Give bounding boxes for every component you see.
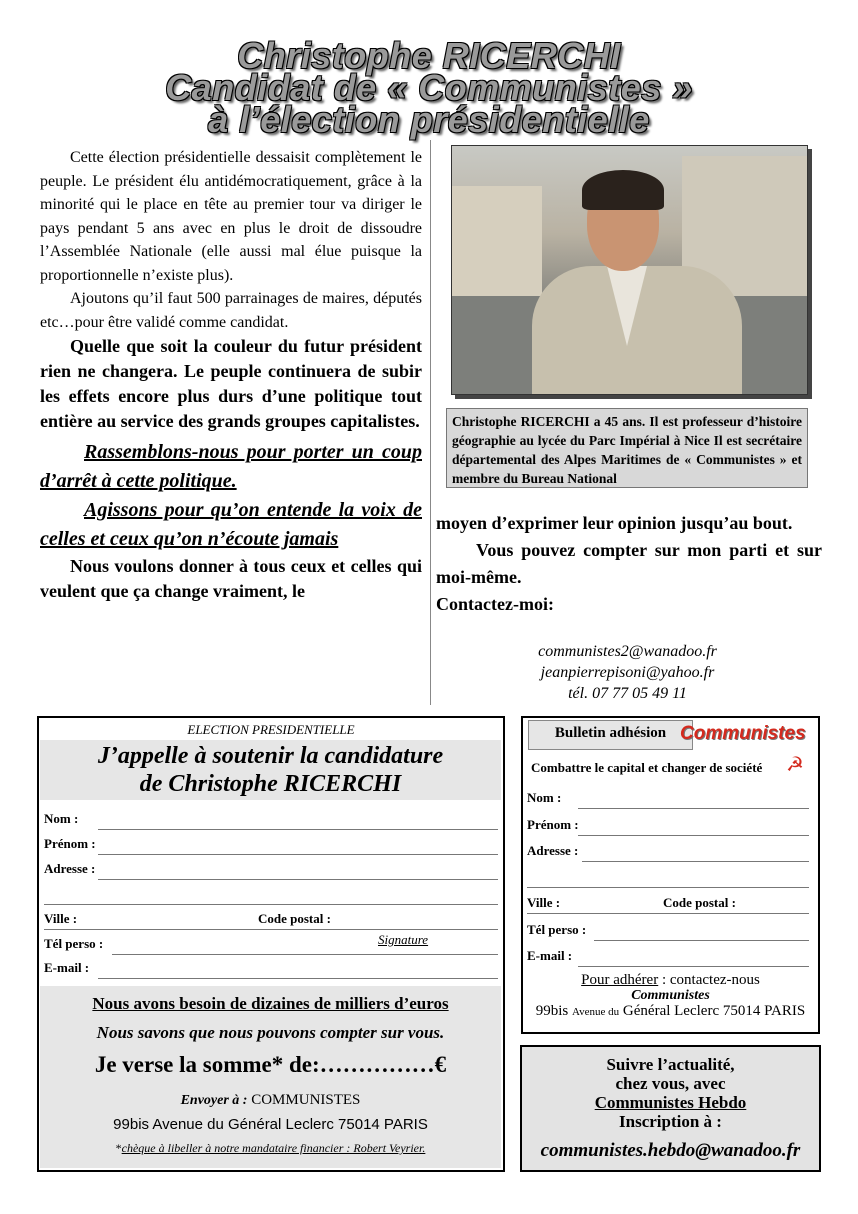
- support-prenom-label: Prénom :: [44, 836, 96, 851]
- column-divider: [430, 140, 431, 705]
- member-tel-field[interactable]: [594, 940, 809, 941]
- send-to-label: Envoyer à :: [180, 1093, 248, 1108]
- right-column-text: [436, 510, 822, 618]
- join-rest: : contactez-nous: [658, 972, 760, 988]
- member-prenom-label: Prénom :: [527, 817, 579, 832]
- support-nom-field[interactable]: [98, 829, 498, 830]
- news-line-3: Communistes Hebdo: [594, 1093, 747, 1112]
- member-adresse-label: Adresse :: [527, 843, 579, 858]
- news-text: [520, 1055, 821, 1131]
- donation-amount[interactable]: Je verse la somme* de:……………€: [94, 1052, 447, 1077]
- member-tel-label: Tél perso :: [527, 922, 587, 937]
- contact-email-1[interactable]: communistes2@wanadoo.fr: [538, 643, 717, 660]
- member-nom-field[interactable]: [578, 808, 809, 809]
- headline-line-2: Candidat de « Communistes »: [165, 67, 693, 108]
- give-voice-paragraph: Nous voulons donner à tous ceux et celles qui veulent que ça change vraiment, le: [40, 556, 422, 601]
- member-prenom-field[interactable]: [578, 835, 809, 836]
- member-nom-label: Nom :: [527, 790, 562, 805]
- nothing-changes-paragraph: Quelle que soit la couleur du futur président rien ne changera. Le peuple continuera de subir les effets encore plus durs d’une politique tout entière au service des grands groupes capitalistes.: [40, 336, 422, 431]
- member-ville-field[interactable]: [527, 913, 809, 914]
- donation-send-to: [40, 1092, 501, 1109]
- support-code-postal-label: Code postal :: [258, 911, 331, 926]
- support-adresse-field-2[interactable]: [44, 904, 498, 905]
- headline-line-3: à l’élection présidentielle: [208, 99, 650, 140]
- news-line-4: Inscription à :: [619, 1112, 722, 1131]
- news-line-2: chez vous, avec: [615, 1074, 726, 1093]
- contact-email-2[interactable]: jeanpierrepisoni@yahoo.fr: [540, 664, 715, 681]
- donation-address: 99bis Avenue du Général Leclerc 75014 PARIS: [113, 1116, 428, 1133]
- left-column: [40, 146, 422, 604]
- member-org-name: Communistes: [631, 988, 710, 1003]
- membership-title: Bulletin adhésion: [554, 725, 667, 741]
- member-code-postal-label: Code postal :: [663, 895, 736, 910]
- support-email-label: E-mail :: [44, 960, 90, 975]
- contact-phone: tél. 07 77 05 49 11: [568, 685, 687, 702]
- donation-need: Nous avons besoin de dizaines de milliers d’euros: [92, 994, 449, 1013]
- rally-paragraph: Rassemblons-nous pour porter un coup d’arrêt à cette politique.: [40, 441, 422, 492]
- intro-paragraph: Cette élection présidentielle dessaisit complètement le peuple. Le président élu antidémocratiquement, grâce à la minorité qui le place en tête au premier tour va diriger le pays pendant 5 ans avec en plus le droit de dissoudre l’Assemblée Nationale (elle aussi mal élue puisque la proportionnelle n’existe plus).: [40, 149, 422, 284]
- act-paragraph: Agissons pour qu’on entende la voix de celles et ceux qu’on n’écoute jamais: [40, 499, 422, 550]
- support-form-header: ELECTION PRESIDENTIELLE: [187, 722, 355, 737]
- headline-line-1: Christophe RICERCHI: [237, 35, 621, 76]
- news-line-1: Suivre l’actualité,: [606, 1055, 735, 1074]
- support-ville-field[interactable]: [44, 929, 498, 930]
- support-prenom-field[interactable]: [98, 854, 498, 855]
- promise-paragraph: Vous pouvez compter sur mon parti et sur moi-même.: [436, 540, 822, 587]
- support-email-field[interactable]: [98, 978, 498, 979]
- contact-label: Contactez-moi:: [436, 594, 554, 614]
- support-tel-label: Tél perso :: [44, 936, 104, 951]
- member-email-label: E-mail :: [527, 948, 573, 963]
- member-address-c: Général Leclerc 75014 PARIS: [619, 1003, 806, 1019]
- donation-footnote: chèque à libeller à notre mandataire financier : Robert Veyrier.: [121, 1141, 426, 1155]
- news-email[interactable]: communistes.hebdo@wanadoo.fr: [540, 1140, 801, 1161]
- communistes-logo: Communistes: [680, 723, 806, 744]
- footnote-star: *: [115, 1141, 122, 1155]
- support-nom-label: Nom :: [44, 811, 79, 826]
- member-address-b: Avenue du: [572, 1006, 620, 1018]
- member-address: [523, 1003, 818, 1020]
- member-email-field[interactable]: [578, 966, 809, 967]
- membership-slogan: Combattre le capital et changer de société: [531, 760, 763, 775]
- send-to-name: COMMUNISTES: [251, 1092, 361, 1108]
- hammer-sickle-icon: ☭: [786, 754, 804, 776]
- member-address-a: 99bis: [535, 1003, 573, 1019]
- donation-count-on: Nous savons que nous pouvons compter sur vous.: [96, 1023, 445, 1042]
- member-ville-label: Ville :: [527, 895, 561, 910]
- continued-paragraph: moyen d’exprimer leur opinion jusqu’au bout.: [436, 513, 793, 533]
- join-link[interactable]: Pour adhérer: [581, 972, 659, 988]
- photo-caption: Christophe RICERCHI a 45 ans. Il est professeur d’histoire géographie au lycée du Parc Impérial à Nice Il est secrétaire départemental des Alpes Maritimes de « Communistes » et membre du Bureau National: [446, 408, 808, 488]
- support-adresse-field[interactable]: [98, 879, 498, 880]
- member-adresse-field[interactable]: [582, 861, 809, 862]
- support-title-line-1: J’appelle à soutenir la candidature: [97, 743, 444, 769]
- member-join-line: [523, 972, 818, 989]
- sponsorship-paragraph: Ajoutons qu’il faut 500 parrainages de maires, députés etc…pour être validé comme candidat.: [40, 290, 422, 331]
- support-signature-label: Signature: [378, 932, 429, 947]
- support-tel-field[interactable]: [112, 954, 498, 955]
- candidate-photo: [451, 145, 808, 395]
- member-adresse-field-2[interactable]: [527, 887, 809, 888]
- support-ville-label: Ville :: [44, 911, 78, 926]
- support-title-line-2: de Christophe RICERCHI: [139, 771, 402, 797]
- support-adresse-label: Adresse :: [44, 861, 96, 876]
- donation-footnote-line: [40, 1141, 501, 1156]
